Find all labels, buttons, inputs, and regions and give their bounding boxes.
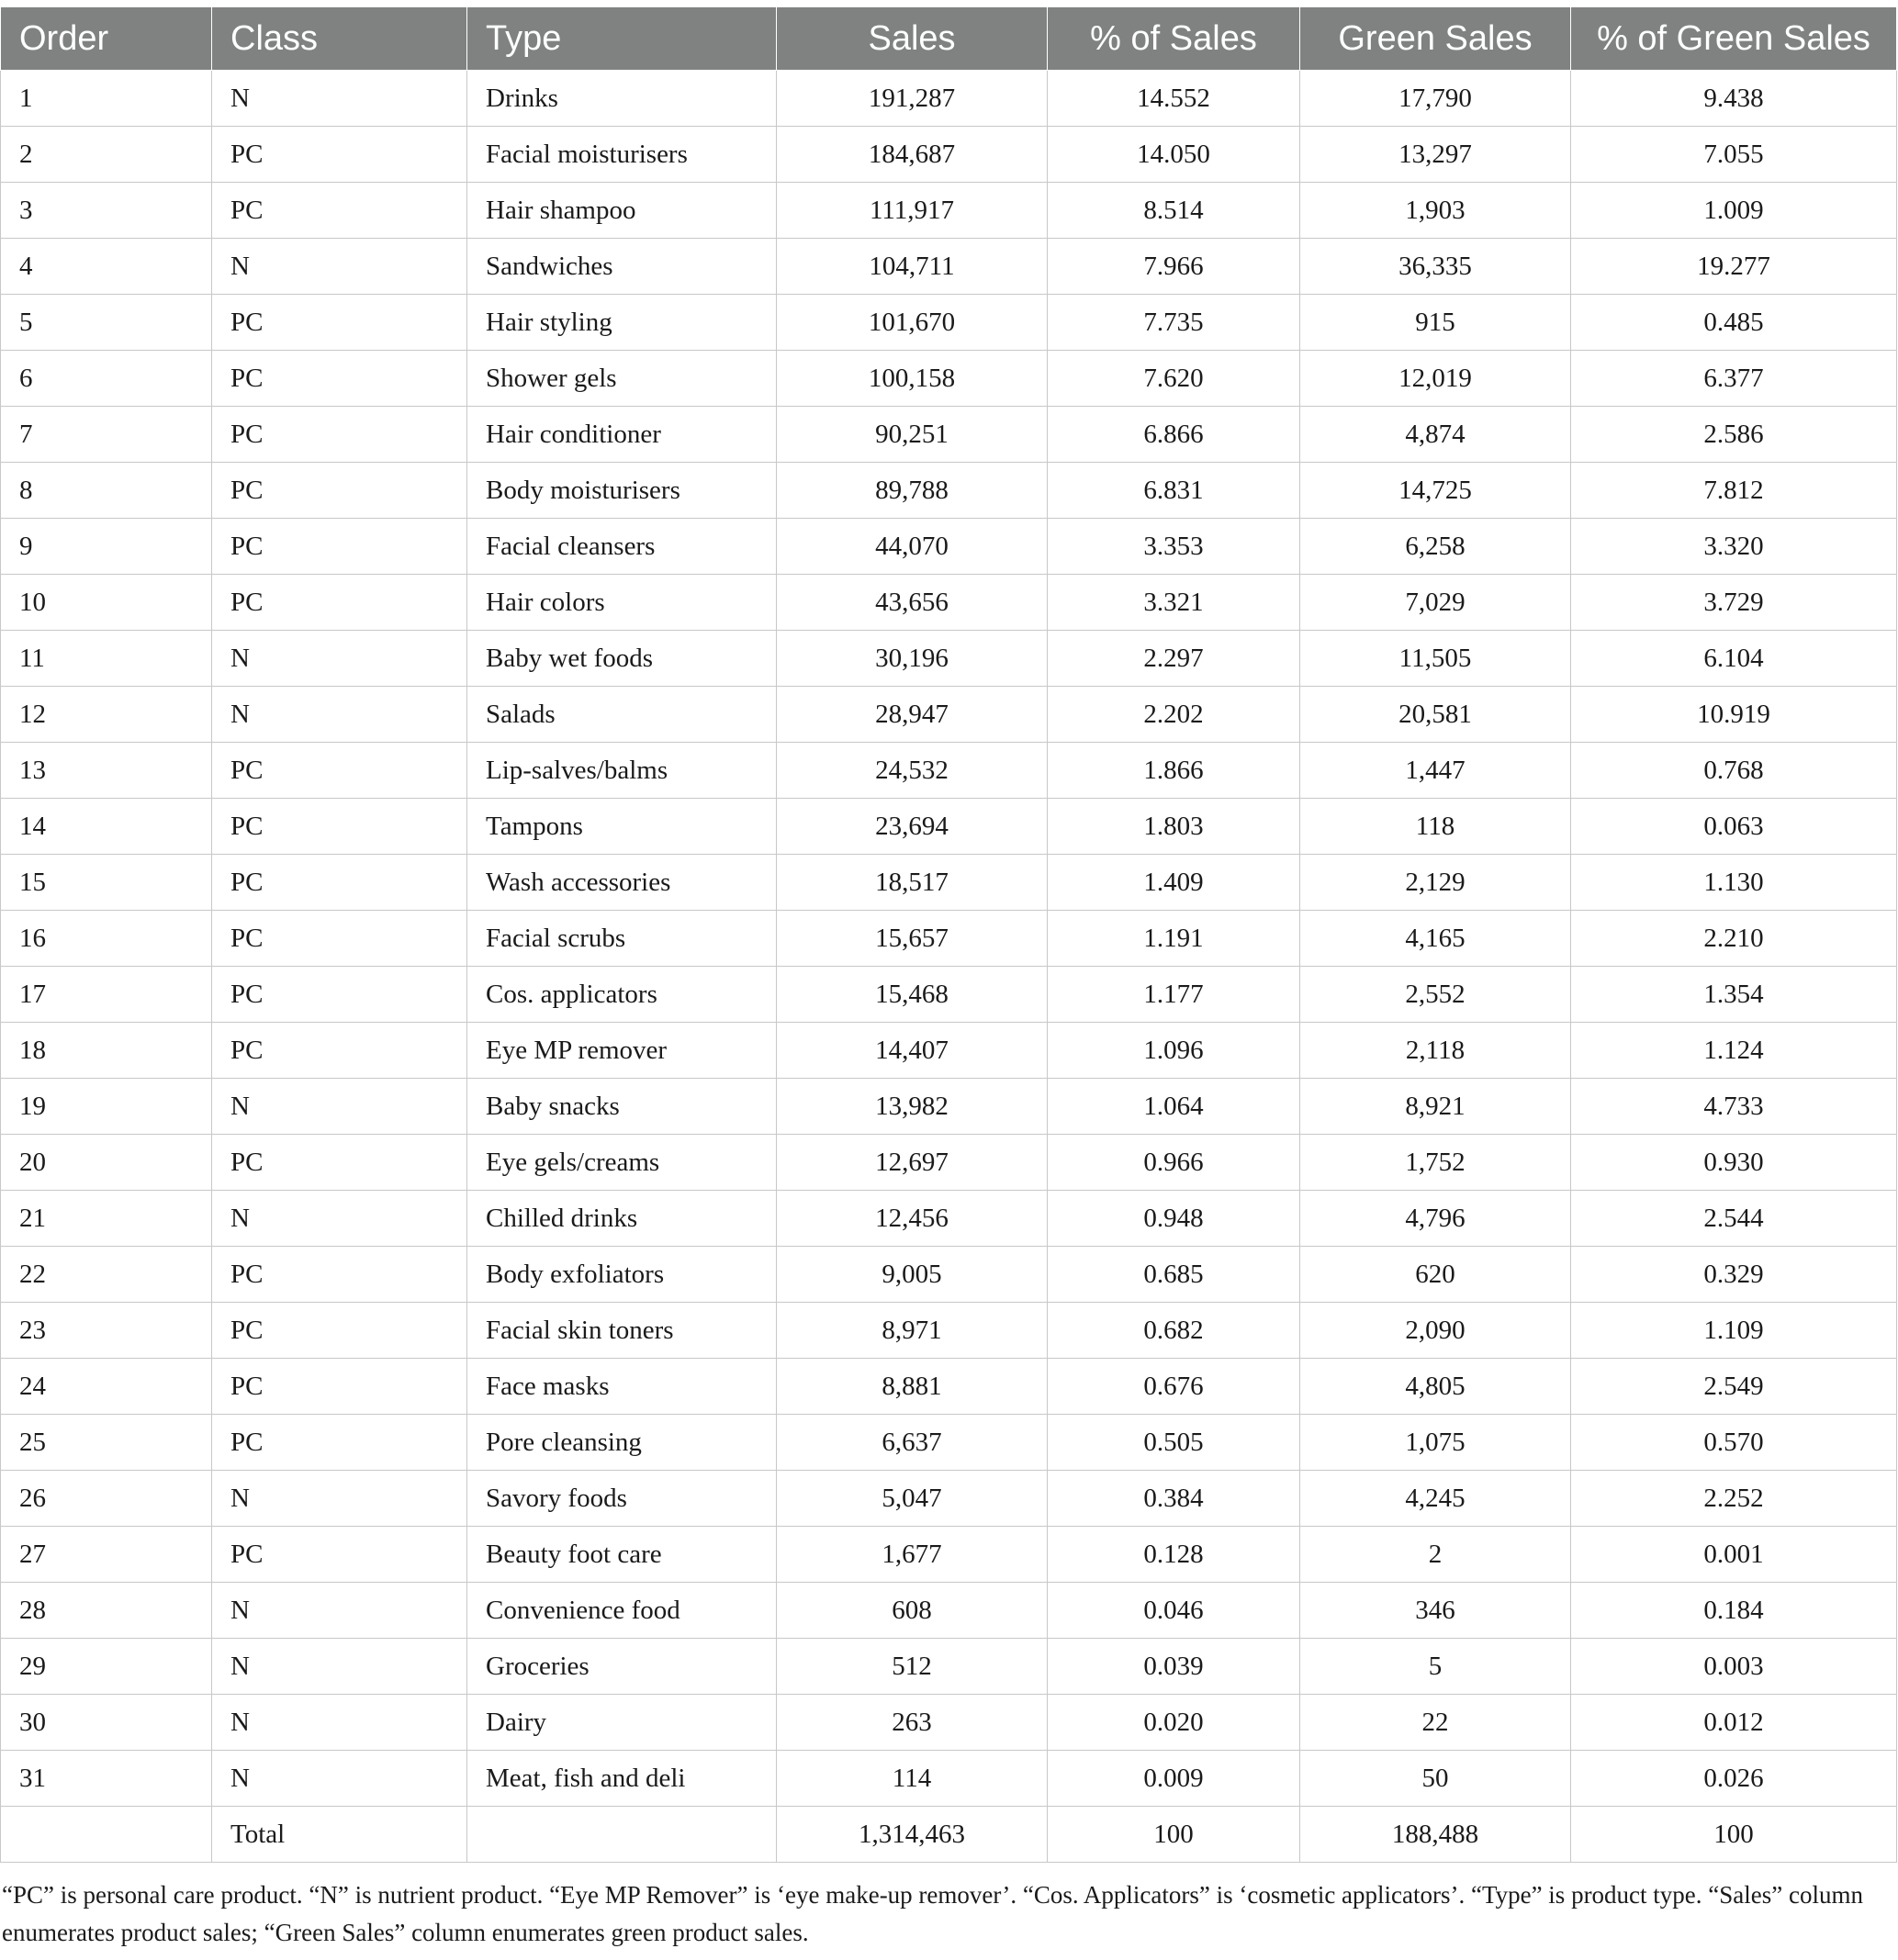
green-sales-cell: 11,505 [1300,631,1571,687]
sales-table [0,7,1897,1863]
sales-cell: 14,407 [777,1023,1048,1079]
table-row [1,687,1897,743]
green-sales-cell: 8,921 [1300,1079,1571,1135]
pct-green-sales-cell: 1.130 [1571,855,1897,911]
order-cell: 11 [1,631,212,687]
type-cell: Body moisturisers [467,463,777,519]
table-row [1,1695,1897,1751]
class-cell: N [212,631,467,687]
header-green-sales: Green Sales [1300,7,1571,71]
pct-sales-cell: 7.620 [1048,351,1300,407]
order-cell: 12 [1,687,212,743]
pct-sales-cell: 0.046 [1048,1583,1300,1639]
order-cell: 6 [1,351,212,407]
type-cell: Body exfoliators [467,1247,777,1303]
pct-green-sales-cell: 2.549 [1571,1359,1897,1415]
total-order-cell [1,1807,212,1863]
type-cell: Facial scrubs [467,911,777,967]
pct-sales-cell: 0.384 [1048,1471,1300,1527]
type-cell: Shower gels [467,351,777,407]
pct-green-sales-cell: 6.104 [1571,631,1897,687]
pct-green-sales-cell: 0.001 [1571,1527,1897,1583]
type-cell: Hair shampoo [467,183,777,239]
table-row [1,295,1897,351]
pct-sales-cell: 7.966 [1048,239,1300,295]
green-sales-cell: 36,335 [1300,239,1571,295]
table-row [1,1303,1897,1359]
pct-sales-cell: 2.202 [1048,687,1300,743]
class-cell: PC [212,127,467,183]
green-sales-cell: 2 [1300,1527,1571,1583]
header-class: Class [212,7,467,71]
green-sales-cell: 915 [1300,295,1571,351]
order-cell: 8 [1,463,212,519]
class-cell: PC [212,1023,467,1079]
type-cell: Baby snacks [467,1079,777,1135]
type-cell: Cos. applicators [467,967,777,1023]
table-row [1,911,1897,967]
green-sales-cell: 620 [1300,1247,1571,1303]
class-cell: PC [212,855,467,911]
type-cell: Facial skin toners [467,1303,777,1359]
sales-cell: 23,694 [777,799,1048,855]
pct-green-sales-cell: 9.438 [1571,71,1897,127]
class-cell: PC [212,967,467,1023]
order-cell: 15 [1,855,212,911]
order-cell: 10 [1,575,212,631]
sales-cell: 12,456 [777,1191,1048,1247]
pct-sales-cell: 0.020 [1048,1695,1300,1751]
pct-sales-cell: 1.096 [1048,1023,1300,1079]
table-row [1,183,1897,239]
order-cell: 23 [1,1303,212,1359]
green-sales-cell: 2,129 [1300,855,1571,911]
class-cell: PC [212,351,467,407]
pct-green-sales-cell: 2.252 [1571,1471,1897,1527]
green-sales-cell: 1,752 [1300,1135,1571,1191]
type-cell: Drinks [467,71,777,127]
class-cell: N [212,1639,467,1695]
pct-green-sales-cell: 1.124 [1571,1023,1897,1079]
pct-green-sales-cell: 0.184 [1571,1583,1897,1639]
pct-green-sales-cell: 1.009 [1571,183,1897,239]
type-cell: Wash accessories [467,855,777,911]
type-cell: Tampons [467,799,777,855]
sales-cell: 191,287 [777,71,1048,127]
table-row [1,743,1897,799]
order-cell: 2 [1,127,212,183]
order-cell: 14 [1,799,212,855]
table-row [1,1527,1897,1583]
type-cell: Facial moisturisers [467,127,777,183]
sales-cell: 43,656 [777,575,1048,631]
sales-cell: 1,677 [777,1527,1048,1583]
order-cell: 9 [1,519,212,575]
sales-cell: 90,251 [777,407,1048,463]
type-cell: Baby wet foods [467,631,777,687]
pct-sales-cell: 1.409 [1048,855,1300,911]
class-cell: N [212,1583,467,1639]
green-sales-cell: 2,090 [1300,1303,1571,1359]
class-cell: PC [212,1247,467,1303]
sales-cell: 44,070 [777,519,1048,575]
table-row [1,351,1897,407]
table-header [1,7,1897,71]
pct-sales-cell: 0.682 [1048,1303,1300,1359]
order-cell: 25 [1,1415,212,1471]
class-cell: PC [212,1135,467,1191]
sales-cell: 8,881 [777,1359,1048,1415]
type-cell: Salads [467,687,777,743]
pct-sales-cell: 1.064 [1048,1079,1300,1135]
order-cell: 24 [1,1359,212,1415]
pct-green-sales-cell: 0.329 [1571,1247,1897,1303]
pct-sales-cell: 1.177 [1048,967,1300,1023]
type-cell: Eye gels/creams [467,1135,777,1191]
class-cell: PC [212,799,467,855]
order-cell: 26 [1,1471,212,1527]
class-cell: PC [212,183,467,239]
type-cell: Sandwiches [467,239,777,295]
green-sales-cell: 5 [1300,1639,1571,1695]
type-cell: Dairy [467,1695,777,1751]
order-cell: 13 [1,743,212,799]
green-sales-cell: 17,790 [1300,71,1571,127]
pct-green-sales-cell: 1.354 [1571,967,1897,1023]
class-cell: PC [212,1359,467,1415]
class-cell: N [212,1751,467,1807]
class-cell: PC [212,407,467,463]
sales-cell: 608 [777,1583,1048,1639]
pct-sales-cell: 3.353 [1048,519,1300,575]
sales-cell: 18,517 [777,855,1048,911]
pct-green-sales-cell: 7.055 [1571,127,1897,183]
class-cell: N [212,71,467,127]
type-cell: Hair colors [467,575,777,631]
pct-green-sales-cell: 0.570 [1571,1415,1897,1471]
pct-sales-cell: 6.831 [1048,463,1300,519]
sales-cell: 15,468 [777,967,1048,1023]
green-sales-cell: 1,075 [1300,1415,1571,1471]
sales-cell: 512 [777,1639,1048,1695]
table-body [1,71,1897,1863]
pct-green-sales-cell: 0.003 [1571,1639,1897,1695]
sales-cell: 9,005 [777,1247,1048,1303]
pct-sales-cell: 1.803 [1048,799,1300,855]
pct-green-sales-cell: 0.063 [1571,799,1897,855]
green-sales-cell: 4,245 [1300,1471,1571,1527]
sales-cell: 12,697 [777,1135,1048,1191]
pct-sales-cell: 8.514 [1048,183,1300,239]
table-row [1,799,1897,855]
green-sales-cell: 7,029 [1300,575,1571,631]
order-cell: 7 [1,407,212,463]
class-cell: PC [212,575,467,631]
class-cell: N [212,1191,467,1247]
sales-table-container [0,7,1896,1863]
pct-green-sales-cell: 0.768 [1571,743,1897,799]
sales-cell: 15,657 [777,911,1048,967]
order-cell: 3 [1,183,212,239]
pct-green-sales-cell: 6.377 [1571,351,1897,407]
class-cell: PC [212,295,467,351]
pct-sales-cell: 2.297 [1048,631,1300,687]
table-row [1,1639,1897,1695]
pct-green-sales-cell: 19.277 [1571,239,1897,295]
order-cell: 16 [1,911,212,967]
order-cell: 28 [1,1583,212,1639]
header-pct-green-sales: % of Green Sales [1571,7,1897,71]
sales-cell: 28,947 [777,687,1048,743]
order-cell: 5 [1,295,212,351]
class-cell: N [212,1471,467,1527]
pct-sales-cell: 0.966 [1048,1135,1300,1191]
pct-green-sales-cell: 3.729 [1571,575,1897,631]
type-cell: Savory foods [467,1471,777,1527]
header-type: Type [467,7,777,71]
class-cell: PC [212,1415,467,1471]
green-sales-cell: 346 [1300,1583,1571,1639]
pct-sales-cell: 6.866 [1048,407,1300,463]
pct-green-sales-cell: 2.544 [1571,1191,1897,1247]
green-sales-cell: 118 [1300,799,1571,855]
type-cell: Groceries [467,1639,777,1695]
green-sales-cell: 50 [1300,1751,1571,1807]
table-row [1,631,1897,687]
pct-green-sales-cell: 4.733 [1571,1079,1897,1135]
total-row [1,1807,1897,1863]
table-row [1,1359,1897,1415]
type-cell: Chilled drinks [467,1191,777,1247]
type-cell: Eye MP remover [467,1023,777,1079]
class-cell: PC [212,463,467,519]
table-row [1,1471,1897,1527]
header-pct-sales: % of Sales [1048,7,1300,71]
order-cell: 19 [1,1079,212,1135]
table-row [1,1135,1897,1191]
pct-green-sales-cell: 2.210 [1571,911,1897,967]
green-sales-cell: 20,581 [1300,687,1571,743]
green-sales-cell: 2,118 [1300,1023,1571,1079]
table-row [1,1751,1897,1807]
pct-sales-cell: 14.050 [1048,127,1300,183]
type-cell: Hair styling [467,295,777,351]
pct-green-sales-cell: 10.919 [1571,687,1897,743]
order-cell: 1 [1,71,212,127]
table-row [1,1191,1897,1247]
pct-sales-cell: 1.191 [1048,911,1300,967]
header-sales: Sales [777,7,1048,71]
sales-cell: 263 [777,1695,1048,1751]
type-cell: Hair conditioner [467,407,777,463]
green-sales-cell: 1,447 [1300,743,1571,799]
pct-sales-cell: 14.552 [1048,71,1300,127]
class-cell: PC [212,1303,467,1359]
header-row [1,7,1897,71]
order-cell: 20 [1,1135,212,1191]
table-row [1,1079,1897,1135]
green-sales-cell: 22 [1300,1695,1571,1751]
table-row [1,1023,1897,1079]
pct-sales-cell: 0.039 [1048,1639,1300,1695]
class-cell: PC [212,1527,467,1583]
sales-cell: 184,687 [777,127,1048,183]
sales-cell: 13,982 [777,1079,1048,1135]
green-sales-cell: 14,725 [1300,463,1571,519]
green-sales-cell: 4,796 [1300,1191,1571,1247]
green-sales-cell: 6,258 [1300,519,1571,575]
pct-green-sales-cell: 7.812 [1571,463,1897,519]
order-cell: 30 [1,1695,212,1751]
class-cell: N [212,687,467,743]
table-row [1,1415,1897,1471]
table-row [1,855,1897,911]
type-cell: Lip-salves/balms [467,743,777,799]
sales-cell: 114 [777,1751,1048,1807]
pct-sales-cell: 0.505 [1048,1415,1300,1471]
green-sales-cell: 4,874 [1300,407,1571,463]
sales-cell: 24,532 [777,743,1048,799]
table-row [1,519,1897,575]
class-cell: PC [212,911,467,967]
type-cell: Pore cleansing [467,1415,777,1471]
pct-sales-cell: 0.128 [1048,1527,1300,1583]
class-cell: N [212,239,467,295]
table-row [1,463,1897,519]
pct-sales-cell: 0.009 [1048,1751,1300,1807]
sales-cell: 101,670 [777,295,1048,351]
type-cell: Meat, fish and deli [467,1751,777,1807]
total-pct-green-sales-cell: 100 [1571,1807,1897,1863]
order-cell: 4 [1,239,212,295]
class-cell: PC [212,519,467,575]
sales-cell: 8,971 [777,1303,1048,1359]
green-sales-cell: 4,165 [1300,911,1571,967]
type-cell: Convenience food [467,1583,777,1639]
table-row [1,127,1897,183]
order-cell: 21 [1,1191,212,1247]
total-class-cell: Total [212,1807,467,1863]
sales-cell: 6,637 [777,1415,1048,1471]
pct-green-sales-cell: 0.930 [1571,1135,1897,1191]
table-footnote: “PC” is personal care product. “N” is nutrient product. “Eye MP Remover” is ‘eye make-up remover’. “Cos. Applicators” is ‘cosmetic applicators’. “Type” is product type. “Sales” column enumerates product sales; “Green Sales” column enumerates green product sales. [2,1881,1863,1946]
table-row [1,71,1897,127]
order-cell: 31 [1,1751,212,1807]
table-row [1,575,1897,631]
order-cell: 29 [1,1639,212,1695]
class-cell: PC [212,743,467,799]
green-sales-cell: 12,019 [1300,351,1571,407]
header-order: Order [1,7,212,71]
table-row [1,1247,1897,1303]
order-cell: 22 [1,1247,212,1303]
total-green-sales-cell: 188,488 [1300,1807,1571,1863]
sales-cell: 100,158 [777,351,1048,407]
green-sales-cell: 2,552 [1300,967,1571,1023]
pct-green-sales-cell: 2.586 [1571,407,1897,463]
pct-sales-cell: 7.735 [1048,295,1300,351]
pct-green-sales-cell: 3.320 [1571,519,1897,575]
pct-sales-cell: 0.676 [1048,1359,1300,1415]
table-row [1,1583,1897,1639]
pct-sales-cell: 0.948 [1048,1191,1300,1247]
table-row [1,239,1897,295]
sales-cell: 104,711 [777,239,1048,295]
sales-cell: 89,788 [777,463,1048,519]
total-type-cell [467,1807,777,1863]
total-pct-sales-cell: 100 [1048,1807,1300,1863]
pct-green-sales-cell: 0.012 [1571,1695,1897,1751]
sales-cell: 5,047 [777,1471,1048,1527]
green-sales-cell: 13,297 [1300,127,1571,183]
order-cell: 18 [1,1023,212,1079]
type-cell: Beauty foot care [467,1527,777,1583]
order-cell: 27 [1,1527,212,1583]
class-cell: N [212,1695,467,1751]
green-sales-cell: 4,805 [1300,1359,1571,1415]
sales-cell: 30,196 [777,631,1048,687]
pct-sales-cell: 0.685 [1048,1247,1300,1303]
pct-sales-cell: 3.321 [1048,575,1300,631]
total-sales-cell: 1,314,463 [777,1807,1048,1863]
pct-green-sales-cell: 1.109 [1571,1303,1897,1359]
type-cell: Face masks [467,1359,777,1415]
pct-green-sales-cell: 0.485 [1571,295,1897,351]
order-cell: 17 [1,967,212,1023]
pct-green-sales-cell: 0.026 [1571,1751,1897,1807]
table-row [1,967,1897,1023]
type-cell: Facial cleansers [467,519,777,575]
sales-cell: 111,917 [777,183,1048,239]
table-row [1,407,1897,463]
green-sales-cell: 1,903 [1300,183,1571,239]
pct-sales-cell: 1.866 [1048,743,1300,799]
class-cell: N [212,1079,467,1135]
